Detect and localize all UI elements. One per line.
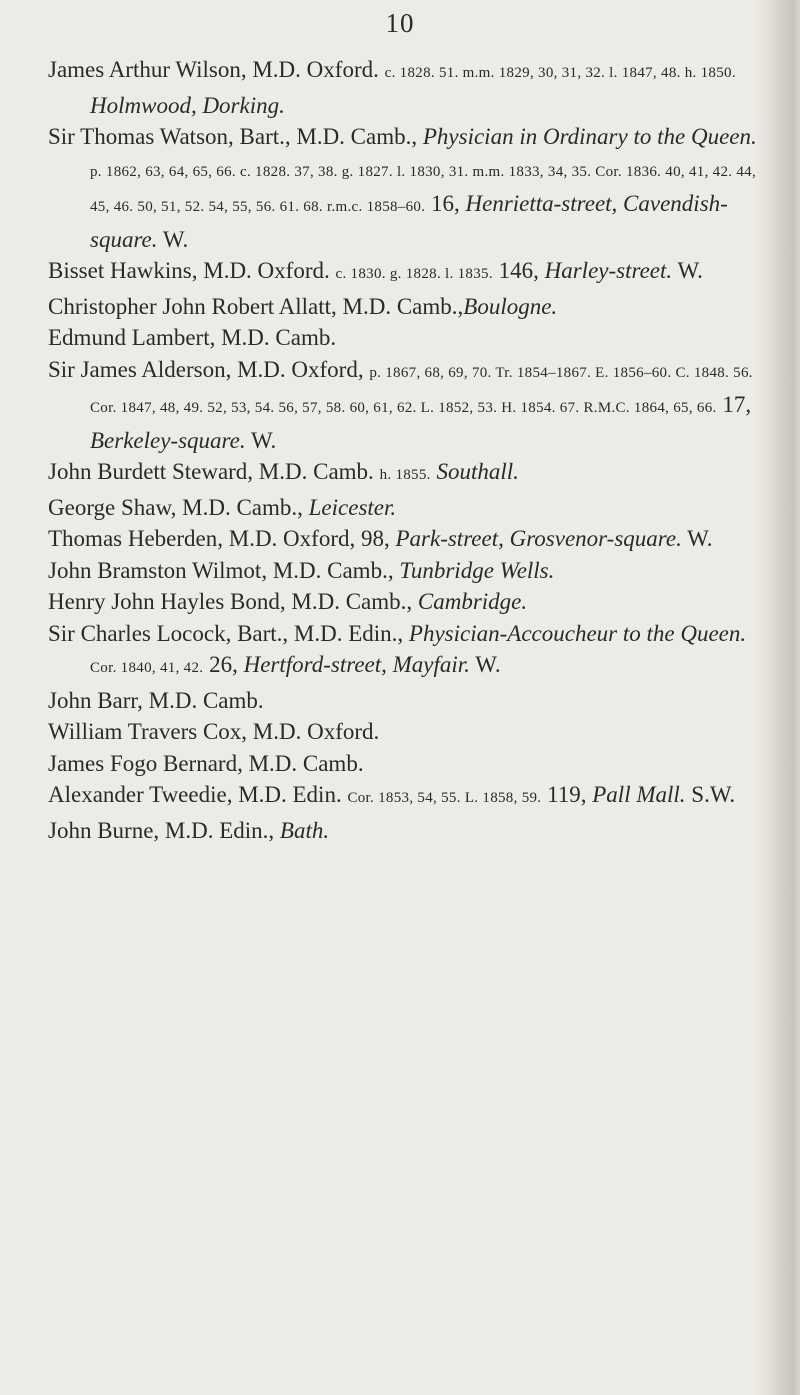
entry-name: Bisset Hawkins, M.D. Oxford.	[48, 258, 330, 283]
entry-street-number: 26,	[209, 652, 238, 677]
entry-title: Physician in Ordinary to the Queen.	[422, 124, 757, 149]
entry-george-shaw	[0, 492, 772, 524]
entry-street-number: 16,	[431, 191, 460, 216]
entry-james-arthur-wilson	[0, 54, 772, 121]
entry-offices: Cor. 1853, 54, 55. L. 1858, 59.	[347, 790, 542, 806]
entry-street-number: 119,	[547, 782, 587, 807]
entry-offices: p. 1867, 68, 69, 70. Tr. 1854–1867. E. 1856–60. C. 1848. 56. Cor. 1847, 48, 49. 52, 53, 54. 56, 57, 58. 60, 61, 62. L. 1852, 53. H. 1854. 67. R.M.C. 1864, 65, 66.	[90, 364, 753, 416]
entry-address: Leicester.	[308, 494, 397, 520]
entry-name: William Travers Cox, M.D. Oxford.	[48, 719, 380, 744]
entry-postal-district: S.W.	[691, 782, 736, 807]
entry-offices: h. 1855.	[379, 467, 431, 483]
entry-offices: p. 1862, 63, 64, 65, 66. c. 1828. 37, 38. g. 1827. l. 1830, 31. m.m. 1833, 34, 35. Cor. 1836. 40, 41, 42. 44, 45, 46. 50, 51, 52. 54, 55, 56. 61. 68. r.m.c. 1858–60.	[90, 163, 757, 215]
entry-henry-john-hayles-bond	[0, 586, 772, 618]
entry-john-bramston-wilmot	[0, 555, 772, 587]
entry-name: Thomas Heberden, M.D. Oxford, 98,	[48, 526, 390, 551]
entry-address: Hertford-street, Mayfair.	[243, 652, 470, 677]
entry-james-fogo-bernard	[0, 748, 772, 780]
entry-postal-district: W.	[677, 258, 703, 283]
entry-thomas-watson	[0, 121, 772, 255]
entry-name: John Barr, M.D. Camb.	[48, 687, 264, 713]
entry-offices: Cor. 1840, 41, 42.	[90, 660, 204, 676]
entry-james-alderson	[0, 354, 772, 457]
entry-alexander-tweedie	[0, 779, 772, 815]
entry-title: Physician-Accoucheur to the Queen.	[408, 620, 747, 646]
entry-name: Alexander Tweedie, M.D. Edin.	[48, 782, 342, 807]
entry-christopher-allatt	[0, 291, 772, 323]
entry-address: Boulogne.	[463, 293, 558, 319]
entry-address: Cambridge.	[417, 589, 528, 614]
entry-offices: c. 1828. 51. m.m. 1829, 30, 31, 32. l. 1847, 48. h. 1850.	[384, 65, 736, 81]
entry-offices: c. 1830. g. 1828. l. 1835.	[335, 266, 493, 282]
page-number: 10	[385, 8, 415, 38]
entry-william-travers-cox	[0, 716, 772, 748]
entry-edmund-lambert	[0, 322, 772, 354]
entry-name: George Shaw, M.D. Camb.,	[48, 494, 303, 520]
entry-postal-district: W.	[250, 427, 277, 453]
entry-name: Sir Charles Locock, Bart., M.D. Edin.,	[48, 620, 404, 646]
entry-address: Henrietta-street, Cavendish-square.	[90, 191, 728, 252]
entry-address: Tunbridge Wells.	[399, 557, 555, 583]
entry-postal-district: W.	[687, 526, 713, 551]
entry-john-burdett-steward	[0, 456, 772, 492]
entry-address: Harley-street.	[544, 258, 673, 283]
entry-john-burne	[0, 815, 772, 847]
entry-address: Pall Mall.	[592, 782, 686, 807]
entry-name: John Burne, M.D. Edin.,	[48, 817, 275, 843]
entry-name: Henry John Hayles Bond, M.D. Camb.,	[48, 589, 413, 614]
entry-name: Edmund Lambert, M.D. Camb.	[48, 325, 337, 350]
entry-address: Berkeley-square.	[90, 427, 246, 453]
entry-postal-district: W.	[162, 226, 189, 252]
entry-name: John Burdett Steward, M.D. Camb.	[48, 459, 374, 484]
entry-bisset-hawkins	[0, 255, 772, 291]
entry-address: Southall.	[436, 459, 519, 484]
entry-name: Sir Thomas Watson, Bart., M.D. Camb.,	[48, 124, 418, 149]
register-entries	[0, 54, 772, 846]
entry-street-number: 146,	[498, 258, 539, 283]
entry-name: Sir James Alderson, M.D. Oxford,	[48, 356, 364, 382]
entry-address: Holmwood, Dorking.	[90, 92, 285, 118]
entry-address: Park-street, Grosvenor-square.	[395, 526, 682, 551]
entry-name: James Arthur Wilson, M.D. Oxford.	[48, 57, 379, 82]
entry-street-number: 17,	[722, 392, 752, 417]
entry-postal-district: W.	[475, 652, 501, 677]
entry-address: Bath.	[279, 817, 330, 843]
entry-name: James Fogo Bernard, M.D. Camb.	[48, 750, 364, 776]
entry-thomas-heberden	[0, 523, 772, 555]
entry-john-barr	[0, 685, 772, 717]
entry-charles-locock	[0, 618, 772, 685]
entry-name: Christopher John Robert Allatt, M.D. Camb.,	[48, 293, 464, 319]
entry-name: John Bramston Wilmot, M.D. Camb.,	[48, 557, 394, 583]
